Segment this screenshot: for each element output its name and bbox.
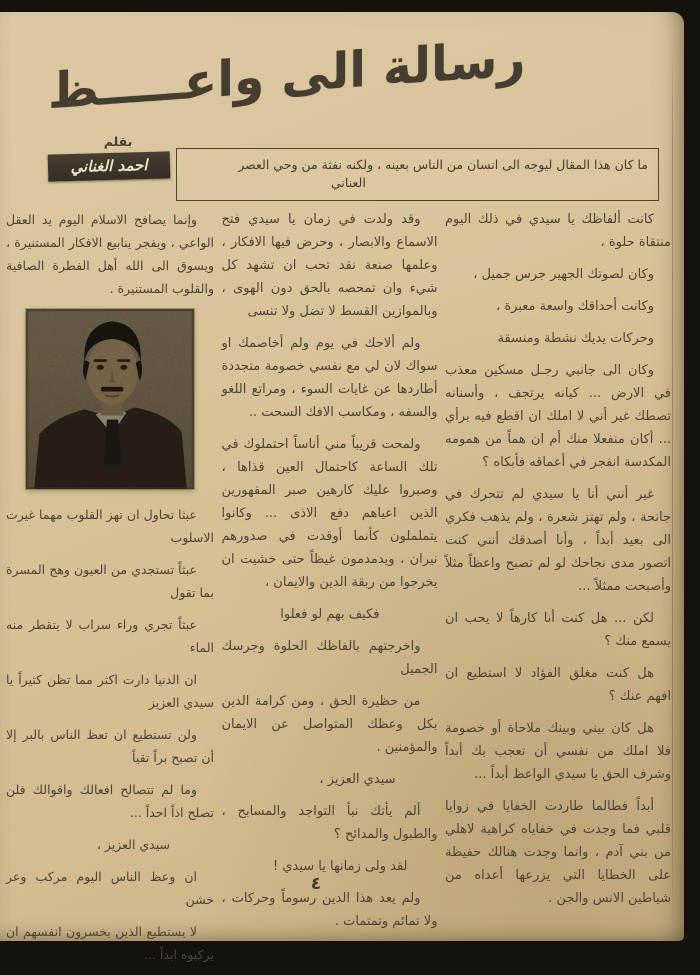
author-portrait-halftone bbox=[26, 309, 194, 489]
paragraph: وكانت أحداقك واسعة معبرة ، bbox=[496, 299, 654, 314]
paragraph: أبداً فطالما طاردت الخفايا في زوايا قلبي فما وجدت في خفاياه كراهية لاهلي من بني آدم ، وانما وجدت هنالك حفيظة على الخطايا التي يزرعها أعداه من شياطين الانس والجن . bbox=[445, 799, 671, 906]
paragraph: ان وعظ الناس اليوم مركب وعر خشن bbox=[6, 869, 214, 908]
paragraph: عبثاً تجري وراء سراب لا يتقطر منه الماء bbox=[6, 617, 214, 656]
intro-signature: العناني bbox=[331, 175, 366, 190]
paragraph: لقد ولى زمانها يا سيدي ! bbox=[273, 859, 408, 874]
byline bbox=[48, 134, 170, 180]
paragraph: ولم ألاحك في يوم ولم أخاصمك او سواك لان لي مع نفسي خصومة متجددة أطاردها عن غايات السوء ، ومراتع اللغو والسفه ، ومكاسب الافك السحت .. bbox=[221, 336, 438, 420]
paragraph: ألم يأتك نبأ التواجد والمسابح ، والطبول والمدائح ؟ bbox=[221, 804, 438, 842]
paragraph: ولن تستطيع ان تعظ الناس بالبر إلا أن تصبح براً تقياً bbox=[6, 727, 214, 766]
paragraph: غير أنني أنا يا سيدي لم تتحرك في جانحة ، ولم تهتز شعرة ، ولم يذهب فكري الى بعيد أبداً ، وأنا أصدقك أنني كنت اتصور مدى نجاحك لو لم تصبح واعظاً مثلاً وأصبحت ممثلاً ... bbox=[445, 487, 671, 594]
paragraph: هل كنت مغلق الفؤاد لا استطيع ان افهم عنك ؟ bbox=[445, 666, 671, 704]
paragraph: ولم يعد هذا الدين رسوماً وحركات ، ولا تمائم وتمتمات . bbox=[221, 891, 438, 929]
paragraph: واخرجتهم بالفاظك الحلوة وجرسك الجميل bbox=[221, 639, 438, 677]
column-left bbox=[6, 208, 214, 975]
paragraph: لا يستطيع الذين يخسرون انفسهم ان يركبوه ابداً ... bbox=[6, 924, 214, 963]
column-right bbox=[445, 208, 671, 975]
column-middle bbox=[222, 208, 438, 975]
article-body bbox=[6, 208, 671, 975]
author-photo bbox=[26, 309, 194, 489]
paragraph: وحركات يديك نشطة ومنسقة bbox=[497, 331, 654, 346]
paragraph: هل كان بيني وبينك ملاحاة أو خصومة فلا املك من نفسي أن تعجب بك أبداً وشرف الحق يا سيدي الواعظ أبداً ... bbox=[445, 721, 671, 782]
paragraph: كانت ألفاظك يا سيدي في ذلك اليوم منتقاة حلوة ، bbox=[445, 212, 671, 250]
paragraph: لكن ... هل كنت أنا كارهاً لا يحب ان يسمع منك ؟ bbox=[445, 611, 671, 649]
page-number: ٤ bbox=[310, 874, 322, 894]
paragraph: سيدي العزيز ، bbox=[319, 772, 396, 787]
byline-label: بقلم bbox=[103, 134, 133, 149]
column-left-top bbox=[6, 208, 214, 300]
intro-text: ما كان هذا المقال ليوجه الى انسان من الناس بعينه ، ولكنه نفثة من وحي العصر bbox=[238, 157, 648, 172]
paragraph: عبثا تحاول ان تهز القلوب مهما غيرت الاسلوب bbox=[6, 507, 214, 546]
intro-box bbox=[176, 148, 659, 201]
paragraph: عبثاً تستجدي من العيون وهج المسرة بما تقول bbox=[6, 562, 214, 601]
paragraph: فكيف بهم لو فعلوا bbox=[280, 607, 380, 622]
paragraph: ان الدنيا دارت اكثر مما تظن كثيراً يا سيدي العزيز bbox=[6, 672, 214, 711]
article-title: رسالة الى واعـــــظ bbox=[48, 29, 526, 121]
paragraph: وإنما يصافح الاسلام اليوم يد العقل الواعي ، ويفجر ينابيع الافكار المستنيرة ، ويسوق الى الله أهل الفطرة الصافية والقلوب المستنيرة . bbox=[6, 212, 214, 296]
column-left-bottom bbox=[6, 503, 214, 966]
paragraph: وقد ولدت في زمان يا سيدي فتح الاسماع والابصار ، وحرض فيها الافكار ، وعلمها صنعة نقد تحب ان تشهد كل شيء وان تمحصه بالحق دون الهوى ، وبالموازين القسط لا تضل ولا تنسى bbox=[221, 212, 438, 319]
author-name-box: احمد الغناني bbox=[48, 151, 171, 181]
paragraph: وكان لصوتك الجهير جرس جميل ، bbox=[473, 267, 654, 282]
paragraph: من حظيرة الحق ، ومن كرامة الدين بكل وعظك المتواصل عن الايمان والمؤمنين . bbox=[221, 694, 438, 755]
paragraph: ولمحت قريباً مني أناساً احتملوك في تلك الساعة كاحتمال العين قذاها ، وصبروا عليك كارهين صبر المقهورين الذين اعياهم دفع الاذى ... وكانوا يتململون كأنما أوقدت في صدورهم نيران ، ويدمدمون غيظاً حتى خشيت ان يخرجوا من ربقة الدين والايمان ، bbox=[221, 437, 438, 590]
paper-sheet bbox=[0, 12, 684, 963]
paragraph: وما لم تتصالح افعالك واقوالك فلن تصلح اذاً احداً ... bbox=[6, 782, 214, 821]
paragraph: وكان الى جانبي رجـل مسكين معذب في الارض ... كيانه يرتجف ، وأسنانه تصطك غير أني لا املك ان اقطع فيه برأي ... أكان منفعلا منك أم ان هماً من همومه المكدسة انفجر في أعماقه فأبكاه ؟ bbox=[445, 363, 671, 470]
paragraph: سيدي العزيز ، bbox=[96, 837, 170, 853]
